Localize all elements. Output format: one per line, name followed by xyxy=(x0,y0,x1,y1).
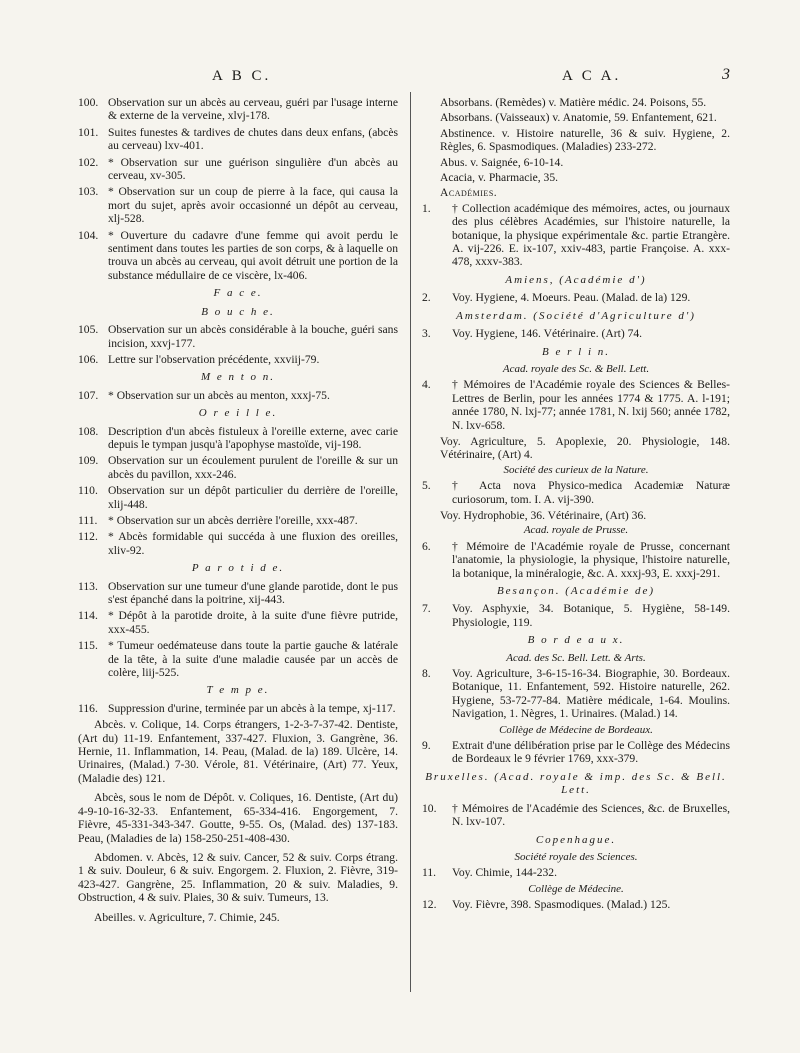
entry-number: 107. xyxy=(78,388,99,402)
entry-number: 100. xyxy=(78,96,99,109)
cross-reference: Abstinence. v. Histoire naturelle, 36 & suiv. Hygiene, 2. Règles, 6. Spasmodiques. (Maladies) 233-272. xyxy=(440,126,730,154)
entry-number: 111. xyxy=(78,513,98,527)
entry-text: Voy. Asphyxie, 34. Botanique, 5. Hygiène, 58-149. Physiologie, 119. xyxy=(452,602,730,629)
entry-number: 101. xyxy=(78,125,99,139)
entry xyxy=(422,202,730,269)
entry xyxy=(78,96,398,123)
entry xyxy=(78,185,398,225)
entry-text: * Observation sur un abcès derrière l'oreille, xxx-487. xyxy=(108,513,358,527)
cross-reference-block: Abeilles. v. Agriculture, 7. Chimie, 245. xyxy=(94,910,280,924)
entry-text: Observation sur un abcès considérable à la bouche, guéri sans incision, xxvj-177. xyxy=(108,323,398,350)
entry-number: 4. xyxy=(422,378,431,392)
entry-number: 115. xyxy=(78,639,98,653)
section-heading: F a c e. xyxy=(213,287,263,300)
entry xyxy=(78,609,398,636)
section-heading: T e m p e. xyxy=(206,684,270,697)
entry-text: Voy. Hygiene, 146. Vétérinaire. (Art) 74. xyxy=(452,327,643,341)
entry-text: † Collection académique des mémoires, actes, ou journaux des plus célèbres Académies, sur l'histoire naturelle, la botanique, la physique expérimentale &c. partie Etrangère. A. vij-226. E. ix-107, xxiv-483, partie Françoise. A. xxx-478, xxxv-383. xyxy=(452,201,730,269)
left-running-head: A B C. xyxy=(212,68,272,84)
right-running-head: A C A. xyxy=(562,68,622,84)
cross-reference-block: Abcès, sous le nom de Dépôt. v. Coliques, 16. Dentiste, (Art du) 4-9-10-16-32-33. Enfantement, 65-334-416. Engorgement, 7. Fièvre, 45-331-343-347. Goutte, 9-55. Os, (Malad. des) 137-183. Peau, (Maladies de la) 158-250-251-408-430. xyxy=(78,791,398,845)
entry-text: * Dépôt à la parotide droite, à la suite d'une fièvre putride, xxx-455. xyxy=(108,609,398,636)
entry-text: * Ouverture du cadavre d'une femme qui avoit perdu le sentiment dans toutes les parties de son corps, & à laquelle on trouva un abcès au cerveau, qui avoit détruit une portion de la substance médullaire de ce viscère, lx-406. xyxy=(108,228,398,282)
section-heading: M e n t o n. xyxy=(200,371,276,384)
entry-number: 110. xyxy=(78,484,98,498)
entry xyxy=(78,323,398,350)
entry xyxy=(422,378,730,432)
entry-number: 1. xyxy=(422,201,431,215)
section-heading: Académies. xyxy=(440,186,498,200)
entry-text: † Mémoire de l'Académie royale de Prusse, concernant l'anatomie, la physiologie, la physique, l'histoire naturelle, la botanique, la minéralogie, &c. A. xxxj-93, E. xxxj-291. xyxy=(452,539,730,580)
entry-number: 114. xyxy=(78,609,98,623)
entry xyxy=(422,667,730,721)
entry-text: Observation sur un écoulement purulent de l'oreille & sur un abcès du pavillon, xxx-246. xyxy=(108,454,398,481)
subheading: Acad. royale de Prusse. xyxy=(523,524,629,537)
entry-text: Voy. Agriculture, 3-6-15-16-34. Biographie, 30. Bordeaux. Botanique, 11. Enfantement, 592. Histoire naturelle, 262. Hygiene, 53-72-77-84. Matière médicale, 1-64. Moulins. Navigation, 1. Nègres, 1. Urinaires. (Malad.) 14. xyxy=(452,667,730,721)
section-heading: Copenhague. xyxy=(535,833,617,846)
entry xyxy=(78,156,398,183)
entry xyxy=(422,802,730,829)
entry-text: Suites funestes & tardives de chutes dans deux enfans, (abcès au cerveau) lxv-401. xyxy=(108,125,398,153)
entry xyxy=(422,898,730,911)
cross-reference: Voy. Hydrophobie, 36. Vétérinaire, (Art) 36. xyxy=(440,508,647,522)
entry-number: 8. xyxy=(422,667,431,681)
entry-number: 5. xyxy=(422,479,431,493)
entry-number: 116. xyxy=(78,701,98,715)
entry-text: * Observation sur un coup de pierre à la face, qui causa la mort du sujet, après avoir occasionné un dépôt au cerveau, xlj-528. xyxy=(108,185,398,226)
entry-number: 103. xyxy=(78,185,99,199)
entry-number: 113. xyxy=(78,579,98,593)
entry-text: * Tumeur oedémateuse dans toute la partie gauche & latérale de la tête, à la suite d'une maladie causée par un accès de colère, liij-525. xyxy=(108,639,398,680)
entry xyxy=(78,702,398,715)
cross-reference-block: Abdomen. v. Abcès, 12 & suiv. Cancer, 52 & suiv. Corps étrang. 1 & suiv. Douleur, 6 & suiv. Engorgem. 2. Fluxion, 2. Fièvre, 319-423-427. Gangrène, 25. Inflammation, 20 & suiv. Maladies, 9. Obstruction, 4 & suiv. Plaies, 30 & suiv. Tumeurs, 13. xyxy=(78,850,398,905)
entry-number: 11. xyxy=(422,866,437,880)
entry-number: 108. xyxy=(78,424,99,438)
cross-reference: Voy. Agriculture, 5. Apoplexie, 20. Physiologie, 148. Vétérinaire, (Art) 4. xyxy=(440,434,730,462)
subheading: Société royale des Sciences. xyxy=(514,850,638,863)
entry xyxy=(78,353,398,366)
subheading: Collège de Médecine. xyxy=(528,882,624,895)
entry-text: Lettre sur l'observation précédente, xxviij-79. xyxy=(108,352,320,366)
entry xyxy=(78,580,398,607)
entry xyxy=(422,479,730,506)
entry xyxy=(78,126,398,153)
entry xyxy=(78,514,398,527)
entry-number: 109. xyxy=(78,454,99,468)
entry xyxy=(422,866,730,879)
entry-text: † Mémoires de l'Académie des Sciences, &c. de Bruxelles, N. lxv-107. xyxy=(452,801,730,829)
entry-list xyxy=(78,96,398,282)
entry-text: * Observation sur une guérison singulière d'un abcès au cerveau, xv-305. xyxy=(108,155,398,183)
entry-number: 12. xyxy=(422,898,437,912)
entry-number: 2. xyxy=(422,291,431,305)
entry-text: Voy. Hygiene, 4. Moeurs. Peau. (Malad. de la) 129. xyxy=(452,291,691,305)
entry-text: * Abcès formidable qui succéda à une fluxion des oreilles, xliv-92. xyxy=(108,530,398,557)
section-heading: O r e i l l e. xyxy=(198,407,278,420)
entry-text: Observation sur une tumeur d'une glande parotide, dont le pus s'est épanché dans la poitrine, xij-443. xyxy=(108,579,398,606)
section-heading: P a r o t i d e. xyxy=(191,562,285,575)
page-number: 3 xyxy=(722,66,730,83)
column-divider xyxy=(410,92,411,992)
entry xyxy=(422,291,730,304)
entry-number: 6. xyxy=(422,539,431,553)
section-heading: Amiens, (Académie d') xyxy=(505,273,647,286)
section-heading: Amsterdam. (Société d'Agriculture d') xyxy=(456,309,696,322)
section-heading: Bruxelles. (Acad. royale & imp. des Sc. & Bell. Lett. xyxy=(425,770,727,797)
entry xyxy=(78,530,398,557)
entry xyxy=(422,327,730,340)
entry-number: 105. xyxy=(78,323,99,337)
entry xyxy=(78,639,398,679)
right-column xyxy=(422,96,730,915)
cross-reference: Absorbans. (Vaisseaux) v. Anatomie, 59. Enfantement, 621. xyxy=(440,111,717,125)
entry-number: 3. xyxy=(422,327,431,341)
section-heading: Besançon. (Académie de) xyxy=(496,585,656,597)
section-heading: B o u c h e. xyxy=(201,305,275,318)
entry-text: Voy. Chimie, 144-232. xyxy=(452,866,557,880)
entry xyxy=(422,739,730,766)
section-heading: B o r d e a u x. xyxy=(527,634,625,647)
entry xyxy=(78,454,398,481)
entry-text: * Observation sur un abcès au menton, xxxj-75. xyxy=(108,388,330,402)
subheading: Société des curieux de la Nature. xyxy=(503,463,649,476)
entry xyxy=(78,389,398,402)
entry-number: 102. xyxy=(78,155,99,169)
cross-reference: Absorbans. (Remèdes) v. Matière médic. 24. Poisons, 55. xyxy=(440,96,707,109)
subheading: Collège de Médecine de Bordeaux. xyxy=(499,723,653,736)
cross-reference: Abus. v. Saignée, 6-10-14. xyxy=(440,155,564,169)
entry-number: 9. xyxy=(422,739,431,753)
entry-text: Description d'un abcès fistuleux à l'oreille externe, avec carie depuis le tympan jusqu'à l'apophyse mastoïde, vij-198. xyxy=(108,424,398,451)
entry xyxy=(78,425,398,452)
entry-number: 106. xyxy=(78,352,99,366)
entry-text: Extrait d'une délibération prise par le Collège des Médecins de Bordeaux le 9 février 1769, xxx-379. xyxy=(452,739,730,766)
entry-text: † Acta nova Physico-medica Academiæ Naturæ curiosorum, tom. I. A. vij-390. xyxy=(452,479,730,506)
entry-text: † Mémoires de l'Académie royale des Sciences & Belles-Lettres de Berlin, pour les années 1774 & 1775. A. l-191; année 1780, N. lxj-77; année 1781, N. lxij 560; année 1782, N. lxv-658. xyxy=(452,378,730,432)
entry-number: 112. xyxy=(78,530,98,544)
subheading: Acad. royale des Sc. & Bell. Lett. xyxy=(502,362,650,375)
section-heading: B e r l i n. xyxy=(542,345,610,358)
cross-reference: Acacia, v. Pharmacie, 35. xyxy=(440,171,559,185)
entry xyxy=(422,540,730,580)
entry xyxy=(422,602,730,629)
entry-number: 10. xyxy=(422,801,437,815)
entry-text: Observation sur un dépôt particulier du derrière de l'oreille, xlij-448. xyxy=(108,484,398,511)
left-column xyxy=(78,96,398,930)
cross-reference-block: Abcès. v. Colique, 14. Corps étrangers, 1-2-3-7-37-42. Dentiste, (Art du) 11-19. Enfantement, 337-427. Fluxion, 3. Gangrène, 36. Hernie, 11. Inflammation, 14. Peau, (Malad. de la) 189. Ulcère, 14. Urinaires, (Malad.) 7-30. Vérole, 81. Vétérinaire, (Art) 77. Yeux, (Maladie des) 121. xyxy=(78,718,398,785)
entry-number: 104. xyxy=(78,228,99,242)
entry-text: Suppression d'urine, terminée par un abcès à la tempe, xj-117. xyxy=(108,701,396,715)
entry xyxy=(78,484,398,511)
subheading: Acad. des Sc. Bell. Lett. & Arts. xyxy=(506,651,646,664)
entry-number: 7. xyxy=(422,602,431,616)
entry xyxy=(78,229,398,283)
entry-text: Voy. Fièvre, 398. Spasmodiques. (Malad.) 125. xyxy=(452,898,671,912)
entry-text: Observation sur un abcès au cerveau, guéri par l'usage interne & externe de la verveine, xlvj-178. xyxy=(108,96,398,123)
